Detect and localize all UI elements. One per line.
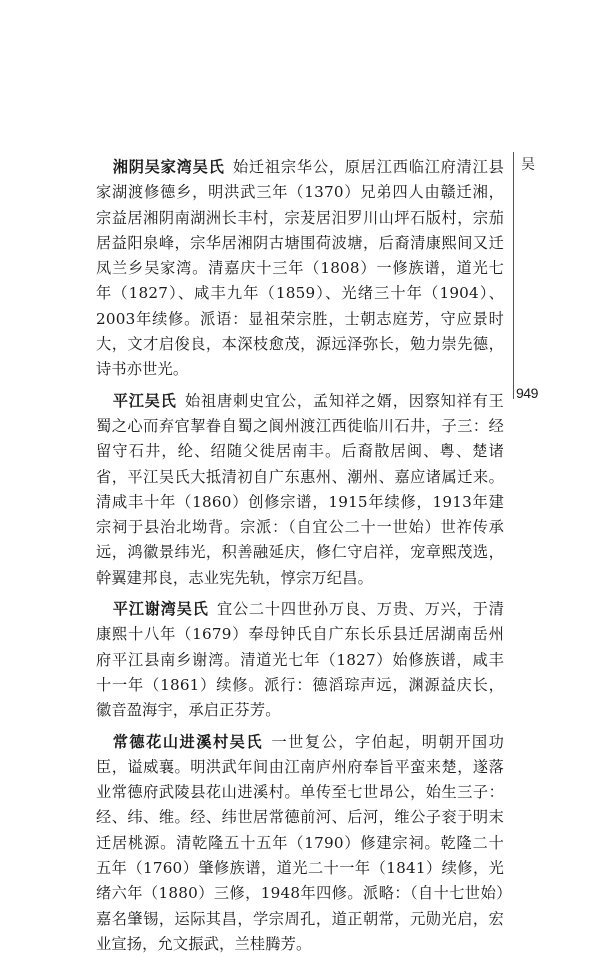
entry-text: 始祖唐刺史宜公，孟知祥之婿，因察知祥有王蜀之心而弃官挈眷自蜀之阆州渡江西徙临川石井，子三：经留守石井，纶、绍随父徙居南丰。后裔散居闽、粤、楚诸省，平江吴氏大抵清初自广东惠州、潮州、嘉应诸属迁来。清咸丰十年（1860）创修宗谱，1915年续修，1913年建宗祠于县治北坳背。宗派：（自宜公二十一世始）世祚传承远，鸿徽景纬光，积善融延庆，修仁守启祥，宠章熙茂选，幹翼建邦良，志业宪先轨，惇宗万纪昌。 [96,391,504,587]
entry-heading: 湘阴吴家湾吴氏 [112,158,225,176]
page-body [96,155,504,963]
entry-text: 宜公二十四世孙万良、万贵、万兴，于清康熙十八年（1679）奉母钟氏自广东长乐县迁居湖南岳州府平江县南乡谢湾。清道光七年（1827）始修族谱，咸丰十一年（1861）续修。派行：德滔琮声远，渊源益庆长，徽音盈海宇，承启正芬芳。 [96,600,505,720]
clan-entry [96,730,504,958]
page-number: 949 [516,385,538,401]
margin-divider [513,152,514,399]
entry-heading: 平江吴氏 [112,391,177,410]
entry-text: 始迁祖宗华公，原居江西临江府清江县家湖渡修德乡，明洪武三年（1370）兄弟四人由赣迁湘，宗益居湘阴南湖洲长丰村，宗茇居汨罗川山坪石版村，宗茄居益阳泉峰，宗华居湘阴古塘围荷波塘，后裔清康熙间又迁凤兰乡吴家湾。清嘉庆十三年（1808）一修族谱，道光七年（1827）、咸丰九年（1859）、光绪三十年（1904）、2003年续修。派语：显祖荣宗胜，士朝志庭芳，守应景时大，文才启俊良，本深枝愈茂，源远泽弥长，勉力崇先德，诗书亦世光。 [96,158,504,379]
section-tab-label: 吴 [521,157,535,173]
clan-entry [96,389,504,591]
entry-text: 一世复公，字伯起，明朝开国功臣，谥威襄。明洪武年间由江南庐州府奉旨平蛮来楚，遂落业常德府武陵县花山进溪村。单传至七世昂公，始生三子：经、纬、维。经、纬世居常德前河、后河，维公子衮于明末迁居桃源。清乾隆五十五年（1790）修建宗祠。乾隆二十五年（1760）肇修族谱，道光二十一年（1841）续修，光绪六年（1880）三修，1948年四修。派略：（自十七世始）嘉名肇锡，运际其昌，学宗周孔，道正朝常，元勋光启，宏业宣扬，允文振武，兰桂腾芳。 [96,732,504,953]
entry-heading: 平江谢湾吴氏 [112,600,209,619]
clan-entry [96,597,504,723]
entry-heading: 常德花山进溪村吴氏 [112,732,264,751]
clan-entry [96,155,504,383]
